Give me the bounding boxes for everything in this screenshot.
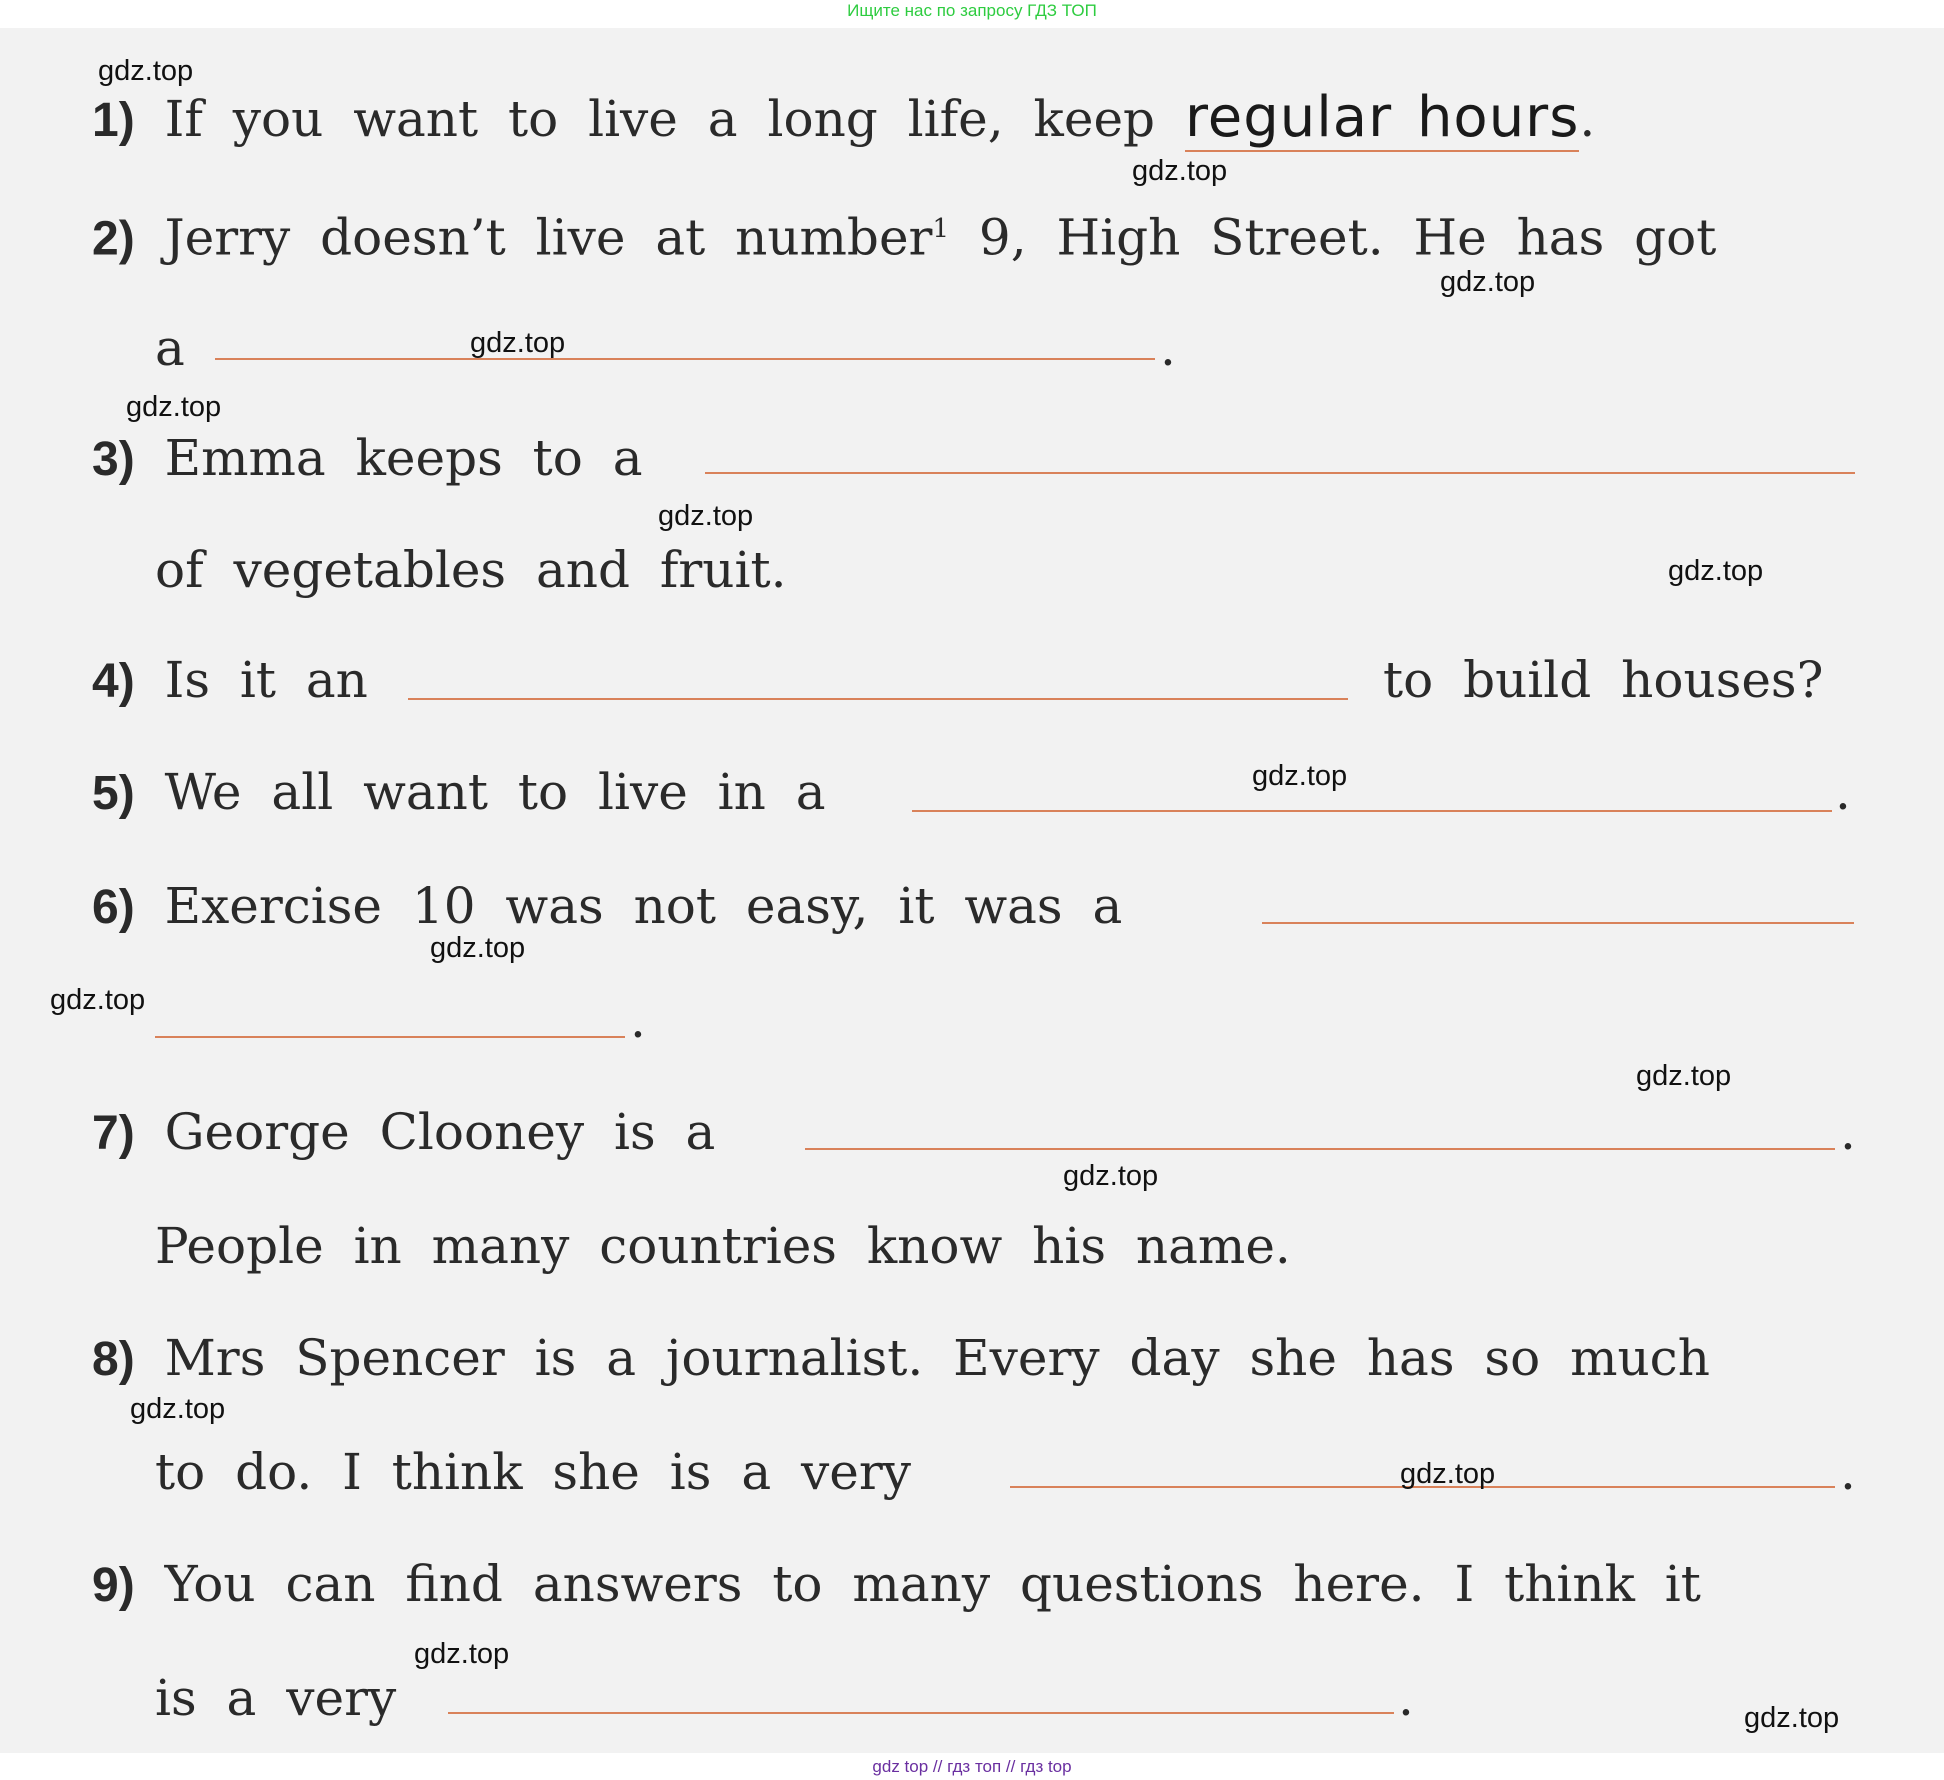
sentence-text: Is it an: [164, 651, 368, 709]
sentence-end: .: [630, 991, 646, 1049]
answer-line[interactable]: [1262, 922, 1854, 924]
answer-field[interactable]: regular hours: [1184, 85, 1580, 150]
sentence-text: Mrs Spencer is a journalist. Every day she has so much: [164, 1329, 1710, 1387]
sentence-text: If you want to live a long life, keep: [164, 90, 1156, 148]
sentence-text: of vegetables and fruit.: [155, 541, 787, 599]
sentence-number: 5): [92, 767, 135, 820]
watermark: gdz.top: [1063, 1160, 1159, 1192]
sentence-text: We all want to live in a: [164, 763, 826, 821]
sentence-7-continuation: [155, 1216, 1291, 1276]
sentence-text: Jerry doesn’t live at number: [164, 208, 933, 267]
sentence-4: [92, 650, 368, 712]
sentence-end: .: [1840, 1103, 1856, 1161]
sentence-7: [92, 1102, 715, 1164]
sentence-1: [92, 85, 1596, 151]
answer-line-continuation[interactable]: [155, 1036, 625, 1038]
answer-line[interactable]: [705, 472, 1855, 474]
sentence-text: to do. I think she is a very: [155, 1443, 912, 1501]
answer-line[interactable]: [408, 698, 1348, 700]
sentence-5: [92, 762, 826, 824]
header-note: Ищите нас по запросу ГДЗ ТОП: [847, 1, 1097, 20]
sentence-9-continuation: [155, 1668, 396, 1728]
sentence-number: 9): [92, 1559, 135, 1612]
sentence-number: 6): [92, 881, 135, 934]
footer-note: gdz top // гдз топ // гдз top: [872, 1757, 1072, 1776]
sentence-text: a: [155, 319, 185, 377]
sentence-text: is a very: [155, 1669, 397, 1727]
watermark: gdz.top: [414, 1638, 510, 1670]
watermark: gdz.top: [1744, 1702, 1840, 1734]
sentence-number: 1): [92, 94, 135, 147]
sentence-end: .: [1840, 1443, 1856, 1501]
sentence-number: 3): [92, 433, 135, 486]
sentence-text: Emma keeps to a: [164, 429, 643, 487]
sentence-4-tail: [1383, 650, 1823, 710]
sentence-end: .: [1398, 1669, 1414, 1727]
watermark: gdz.top: [1636, 1060, 1732, 1092]
sentence-3: [92, 428, 643, 490]
watermark: gdz.top: [1252, 760, 1348, 792]
sentence-text-cont: 9, High Street. He has got: [978, 208, 1717, 267]
sentence-number: 8): [92, 1333, 135, 1386]
answer-line[interactable]: [215, 358, 1155, 360]
sentence-9: [92, 1554, 1701, 1616]
sentence-2-continuation: [155, 318, 185, 378]
sentence-text: People in many countries know his name.: [155, 1217, 1291, 1275]
watermark: gdz.top: [658, 500, 754, 532]
sentence-end: .: [1160, 319, 1176, 377]
watermark: gdz.top: [1132, 155, 1228, 187]
sentence-2: [92, 199, 1716, 270]
sentence-text: You can find answers to many questions here. I think it: [164, 1555, 1701, 1613]
sentence-8: [92, 1328, 1710, 1390]
footnote-mark: 1: [932, 214, 949, 244]
sentence-text: George Clooney is a: [164, 1103, 716, 1161]
watermark: gdz.top: [1400, 1458, 1496, 1490]
answer-line[interactable]: [448, 1712, 1394, 1714]
watermark: gdz.top: [98, 55, 194, 87]
sentence-number: 7): [92, 1107, 135, 1160]
answer-line[interactable]: [805, 1148, 1835, 1150]
watermark: gdz.top: [470, 327, 566, 359]
sentence-number: 2): [92, 212, 135, 266]
sentence-text: to build houses?: [1383, 651, 1824, 709]
watermark: gdz.top: [130, 1393, 226, 1425]
sentence-end: .: [1579, 90, 1596, 148]
answer-line[interactable]: [912, 810, 1832, 812]
sentence-8-continuation: [155, 1442, 911, 1502]
watermark: gdz.top: [126, 391, 222, 423]
watermark: gdz.top: [430, 932, 526, 964]
sentence-end: .: [1835, 763, 1851, 821]
watermark: gdz.top: [1668, 555, 1764, 587]
sentence-6: [92, 876, 1122, 938]
sentence-number: 4): [92, 655, 135, 708]
sentence-text: Exercise 10 was not easy, it was a: [164, 877, 1123, 935]
watermark: gdz.top: [50, 984, 146, 1016]
sentence-3-continuation: [155, 540, 786, 600]
watermark: gdz.top: [1440, 266, 1536, 298]
